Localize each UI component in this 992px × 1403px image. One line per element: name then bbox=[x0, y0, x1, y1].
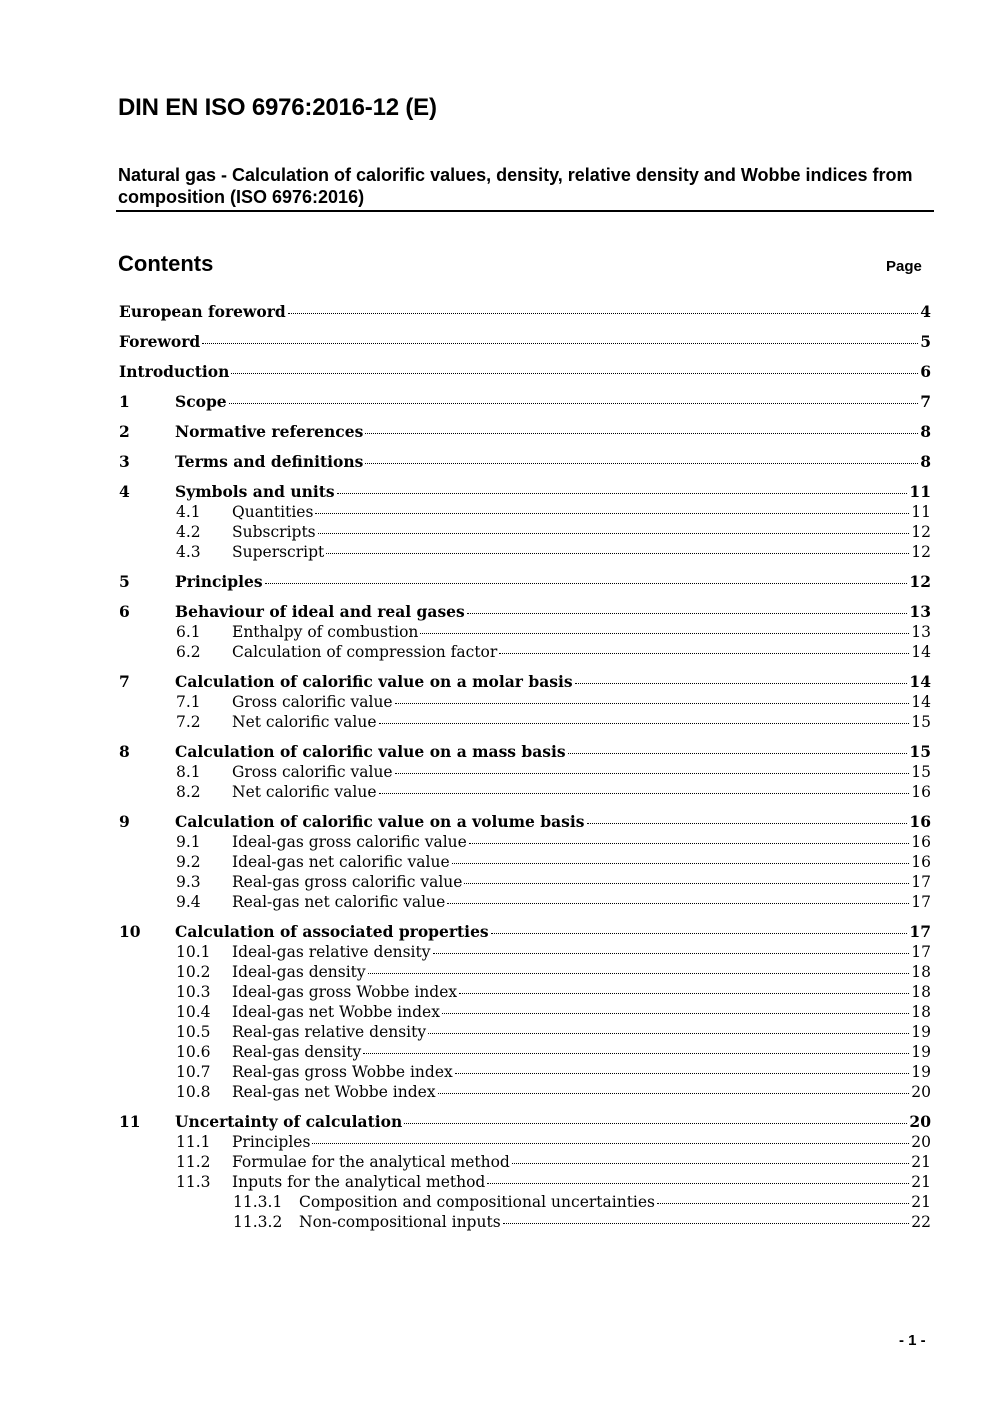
toc-dot-leader bbox=[438, 1093, 910, 1094]
toc-entry-title: Real-gas net Wobbe index bbox=[232, 1083, 436, 1101]
toc-entry-number: 10.8 bbox=[176, 1083, 211, 1101]
toc-entry[interactable] bbox=[119, 1022, 931, 1042]
toc-dot-leader bbox=[312, 1143, 909, 1144]
toc-entry-title: Subscripts bbox=[232, 523, 316, 541]
toc-entry-page: 17 bbox=[911, 893, 931, 911]
toc-entry-number: 9.3 bbox=[176, 873, 201, 891]
toc-dot-leader bbox=[452, 863, 910, 864]
toc-entry-title: Symbols and units bbox=[175, 482, 335, 501]
toc-entry-title: Composition and compositional uncertainties bbox=[299, 1193, 656, 1211]
page-column-heading: Page bbox=[886, 258, 922, 275]
toc-entry-page: 18 bbox=[911, 983, 931, 1001]
toc-dot-leader bbox=[575, 683, 908, 684]
toc-entry-title: Gross calorific value bbox=[232, 693, 393, 711]
toc-entry-page: 4 bbox=[920, 302, 931, 321]
toc-entry-page: 12 bbox=[909, 572, 931, 591]
toc-entry[interactable] bbox=[119, 852, 931, 872]
toc-entry-number: 10.3 bbox=[176, 983, 211, 1001]
toc-entry-title: Normative references bbox=[175, 422, 364, 441]
toc-entry-number: 11 bbox=[119, 1112, 141, 1131]
toc-entry-title: Inputs for the analytical method bbox=[232, 1173, 486, 1191]
toc-entry-title: Net calorific value bbox=[232, 783, 377, 801]
toc-entry-page: 16 bbox=[911, 853, 931, 871]
toc-entry-page: 19 bbox=[911, 1023, 931, 1041]
toc-entry-title: Gross calorific value bbox=[232, 763, 393, 781]
toc-entry[interactable] bbox=[119, 1082, 931, 1102]
toc-dot-leader bbox=[512, 1163, 909, 1164]
toc-dot-leader bbox=[455, 1073, 910, 1074]
toc-dot-leader bbox=[379, 793, 910, 794]
toc-entry-number: 10.5 bbox=[176, 1023, 211, 1041]
toc-entry-title: Introduction bbox=[119, 362, 230, 381]
toc-entry[interactable] bbox=[119, 602, 931, 622]
toc-entry[interactable] bbox=[119, 782, 931, 802]
toc-dot-leader bbox=[265, 583, 908, 584]
toc-dot-leader bbox=[503, 1223, 910, 1224]
toc-entry-page: 21 bbox=[911, 1153, 931, 1171]
toc-entry-number: 11.1 bbox=[176, 1133, 211, 1151]
toc-entry-number: 8.1 bbox=[176, 763, 201, 781]
toc-entry-page: 5 bbox=[920, 332, 931, 351]
toc-entry-title: Formulae for the analytical method bbox=[232, 1153, 510, 1171]
toc-entry-page: 12 bbox=[911, 523, 931, 541]
document-title: DIN EN ISO 6976:2016-12 (E) bbox=[118, 94, 437, 121]
toc-entry-title: Non-compositional inputs bbox=[299, 1213, 501, 1231]
toc-entry-title: Uncertainty of calculation bbox=[175, 1112, 403, 1131]
toc-entry-page: 20 bbox=[911, 1133, 931, 1151]
toc-entry[interactable] bbox=[119, 962, 931, 982]
toc-entry[interactable] bbox=[119, 452, 931, 472]
toc-dot-leader bbox=[395, 773, 910, 774]
toc-entry-title: Ideal-gas gross calorific value bbox=[232, 833, 467, 851]
toc-dot-leader bbox=[587, 823, 908, 824]
toc-entry-page: 12 bbox=[911, 543, 931, 561]
toc-dot-leader bbox=[379, 723, 910, 724]
toc-entry-page: 14 bbox=[911, 643, 931, 661]
toc-entry-page: 17 bbox=[911, 943, 931, 961]
toc-entry-title: Calculation of calorific value on a volume basis bbox=[175, 812, 585, 831]
toc-entry[interactable] bbox=[119, 1002, 931, 1022]
toc-dot-leader bbox=[368, 973, 910, 974]
toc-dot-leader bbox=[459, 993, 909, 994]
toc-dot-leader bbox=[568, 753, 908, 754]
toc-entry-number: 1 bbox=[119, 392, 130, 411]
toc-entry-title: Real-gas gross calorific value bbox=[232, 873, 463, 891]
toc-entry-page: 15 bbox=[911, 763, 931, 781]
toc-entry-number: 6 bbox=[119, 602, 130, 621]
toc-entry[interactable] bbox=[119, 1112, 931, 1132]
toc-entry-number: 4.3 bbox=[176, 543, 201, 561]
toc-entry-title: Principles bbox=[232, 1133, 311, 1151]
toc-entry[interactable] bbox=[119, 332, 931, 352]
toc-entry-page: 16 bbox=[911, 783, 931, 801]
toc-entry-title: Enthalpy of combustion bbox=[232, 623, 419, 641]
toc-entry-title: Behaviour of ideal and real gases bbox=[175, 602, 465, 621]
toc-entry-page: 14 bbox=[911, 693, 931, 711]
toc-entry-page: 14 bbox=[909, 672, 931, 691]
toc-entry[interactable] bbox=[119, 502, 931, 522]
toc-dot-leader bbox=[318, 533, 910, 534]
toc-dot-leader bbox=[202, 343, 918, 344]
toc-dot-leader bbox=[395, 703, 910, 704]
toc-dot-leader bbox=[337, 493, 908, 494]
toc-dot-leader bbox=[315, 513, 909, 514]
toc-entry-number: 7.1 bbox=[176, 693, 201, 711]
toc-entry-page: 8 bbox=[920, 422, 931, 441]
toc-entry-number: 9.2 bbox=[176, 853, 201, 871]
toc-entry-number: 5 bbox=[119, 572, 130, 591]
toc-entry-title: Real-gas relative density bbox=[232, 1023, 427, 1041]
toc-entry-number: 11.3.2 bbox=[233, 1213, 283, 1231]
toc-entry[interactable] bbox=[119, 1062, 931, 1082]
toc-entry-number: 9.1 bbox=[176, 833, 201, 851]
toc-entry-title: Real-gas density bbox=[232, 1043, 362, 1061]
toc-entry[interactable] bbox=[119, 642, 931, 662]
toc-entry-title: Calculation of calorific value on a molar basis bbox=[175, 672, 573, 691]
toc-entry-title: Terms and definitions bbox=[175, 452, 364, 471]
toc-entry-title: Ideal-gas density bbox=[232, 963, 366, 981]
toc-entry[interactable] bbox=[119, 522, 931, 542]
toc-entry-page: 15 bbox=[911, 713, 931, 731]
toc-entry-title: Ideal-gas relative density bbox=[232, 943, 431, 961]
toc-entry-page: 13 bbox=[911, 623, 931, 641]
toc-entry[interactable] bbox=[119, 872, 931, 892]
toc-entry[interactable] bbox=[119, 1042, 931, 1062]
page-number: - 1 - bbox=[899, 1332, 926, 1349]
toc-entry-title: Ideal-gas net Wobbe index bbox=[232, 1003, 440, 1021]
toc-entry-number: 6.1 bbox=[176, 623, 201, 641]
toc-entry-number: 11.3 bbox=[176, 1173, 211, 1191]
toc-entry[interactable] bbox=[119, 922, 931, 942]
toc-entry-title: Real-gas gross Wobbe index bbox=[232, 1063, 453, 1081]
toc-entry-number: 6.2 bbox=[176, 643, 201, 661]
toc-dot-leader bbox=[499, 653, 909, 654]
toc-entry-page: 21 bbox=[911, 1173, 931, 1191]
toc-dot-leader bbox=[491, 933, 908, 934]
toc-entry[interactable] bbox=[119, 982, 931, 1002]
toc-dot-leader bbox=[363, 1053, 909, 1054]
toc-entry-number: 10.1 bbox=[176, 943, 211, 961]
toc-dot-leader bbox=[404, 1123, 907, 1124]
contents-heading: Contents bbox=[118, 251, 214, 276]
toc-entry[interactable] bbox=[119, 672, 931, 692]
toc-entry[interactable] bbox=[119, 892, 931, 912]
toc-entry-page: 20 bbox=[911, 1083, 931, 1101]
toc-entry[interactable] bbox=[119, 1152, 931, 1172]
toc-entry[interactable] bbox=[119, 1192, 931, 1212]
toc-entry-number: 10.4 bbox=[176, 1003, 211, 1021]
toc-entry-title: Quantities bbox=[232, 503, 314, 521]
toc-entry[interactable] bbox=[119, 362, 931, 382]
toc-entry-title: Principles bbox=[175, 572, 263, 591]
toc-entry[interactable] bbox=[119, 482, 931, 502]
toc-dot-leader bbox=[428, 1033, 909, 1034]
toc-entry[interactable] bbox=[119, 1172, 931, 1192]
toc-entry-number: 8 bbox=[119, 742, 130, 761]
toc-dot-leader bbox=[326, 553, 909, 554]
toc-entry-page: 18 bbox=[911, 963, 931, 981]
toc-entry-title: Superscript bbox=[232, 543, 325, 561]
toc-entry-number: 4.1 bbox=[176, 503, 201, 521]
toc-entry[interactable] bbox=[119, 1132, 931, 1152]
toc-dot-leader bbox=[442, 1013, 909, 1014]
toc-entry-title: Real-gas net calorific value bbox=[232, 893, 446, 911]
toc-entry-number: 8.2 bbox=[176, 783, 201, 801]
toc-dot-leader bbox=[365, 463, 918, 464]
toc-entry[interactable] bbox=[119, 622, 931, 642]
toc-entry[interactable] bbox=[119, 942, 931, 962]
toc-entry-page: 11 bbox=[909, 482, 931, 501]
toc-dot-leader bbox=[433, 953, 910, 954]
toc-entry-page: 7 bbox=[920, 392, 931, 411]
toc-entry-number: 10.2 bbox=[176, 963, 211, 981]
toc-entry-number: 4.2 bbox=[176, 523, 201, 541]
toc-entry-title: Net calorific value bbox=[232, 713, 377, 731]
toc-entry-title: Calculation of calorific value on a mass basis bbox=[175, 742, 566, 761]
toc-dot-leader bbox=[469, 843, 909, 844]
toc-entry-number: 4 bbox=[119, 482, 130, 501]
toc-entry-title: Ideal-gas net calorific value bbox=[232, 853, 450, 871]
toc-entry-page: 11 bbox=[911, 503, 931, 521]
toc-entry-page: 16 bbox=[911, 833, 931, 851]
toc-entry-page: 6 bbox=[920, 362, 931, 381]
toc-entry-number: 7 bbox=[119, 672, 130, 691]
toc-entry-title: Ideal-gas gross Wobbe index bbox=[232, 983, 458, 1001]
toc-entry[interactable] bbox=[119, 542, 931, 562]
toc-entry-number: 10.7 bbox=[176, 1063, 211, 1081]
toc-entry-number: 10 bbox=[119, 922, 141, 941]
toc-entry-page: 22 bbox=[911, 1213, 931, 1231]
toc-entry-number: 2 bbox=[119, 422, 130, 441]
toc-dot-leader bbox=[657, 1203, 909, 1204]
toc-entry[interactable] bbox=[119, 812, 931, 832]
toc-dot-leader bbox=[229, 403, 919, 404]
toc-dot-leader bbox=[365, 433, 918, 434]
toc-entry-number: 11.3.1 bbox=[233, 1193, 283, 1211]
toc-entry[interactable] bbox=[119, 392, 931, 412]
toc-entry[interactable] bbox=[119, 302, 931, 322]
toc-entry-number: 3 bbox=[119, 452, 130, 471]
toc-entry[interactable] bbox=[119, 1212, 931, 1232]
toc-entry-number: 9 bbox=[119, 812, 130, 831]
toc-entry[interactable] bbox=[119, 712, 931, 732]
toc-entry-page: 19 bbox=[911, 1063, 931, 1081]
toc-entry-number: 10.6 bbox=[176, 1043, 211, 1061]
toc-dot-leader bbox=[467, 613, 908, 614]
toc-entry-page: 17 bbox=[909, 922, 931, 941]
document-subtitle: Natural gas - Calculation of calorific values, density, relative density and Wobbe indices from composition (ISO 6976:2016) bbox=[118, 165, 913, 207]
toc-dot-leader bbox=[420, 633, 909, 634]
toc-entry-title: Calculation of compression factor bbox=[232, 643, 498, 661]
toc-entry[interactable] bbox=[119, 742, 931, 762]
toc-entry-number: 9.4 bbox=[176, 893, 201, 911]
toc-entry-page: 16 bbox=[909, 812, 931, 831]
toc-entry-title: Calculation of associated properties bbox=[175, 922, 489, 941]
toc-entry[interactable] bbox=[119, 572, 931, 592]
toc-dot-leader bbox=[288, 313, 918, 314]
toc-entry-page: 18 bbox=[911, 1003, 931, 1021]
toc-entry-title: Scope bbox=[175, 392, 227, 411]
toc-entry-page: 8 bbox=[920, 452, 931, 471]
toc-entry-page: 21 bbox=[911, 1193, 931, 1211]
toc-entry-page: 19 bbox=[911, 1043, 931, 1061]
toc-entry-page: 15 bbox=[909, 742, 931, 761]
toc-dot-leader bbox=[487, 1183, 909, 1184]
toc-entry-number: 11.2 bbox=[176, 1153, 211, 1171]
toc-entry-number: 7.2 bbox=[176, 713, 201, 731]
toc-entry-page: 17 bbox=[911, 873, 931, 891]
toc-entry[interactable] bbox=[119, 692, 931, 712]
toc-entry-page: 13 bbox=[909, 602, 931, 621]
toc-entry-title: Foreword bbox=[119, 332, 201, 351]
toc-entry[interactable] bbox=[119, 422, 931, 442]
toc-entry-title: European foreword bbox=[119, 302, 286, 321]
toc-dot-leader bbox=[231, 373, 918, 374]
toc-entry[interactable] bbox=[119, 762, 931, 782]
toc-dot-leader bbox=[447, 903, 909, 904]
toc-dot-leader bbox=[464, 883, 909, 884]
toc-entry[interactable] bbox=[119, 832, 931, 852]
toc-entry-page: 20 bbox=[909, 1112, 931, 1131]
